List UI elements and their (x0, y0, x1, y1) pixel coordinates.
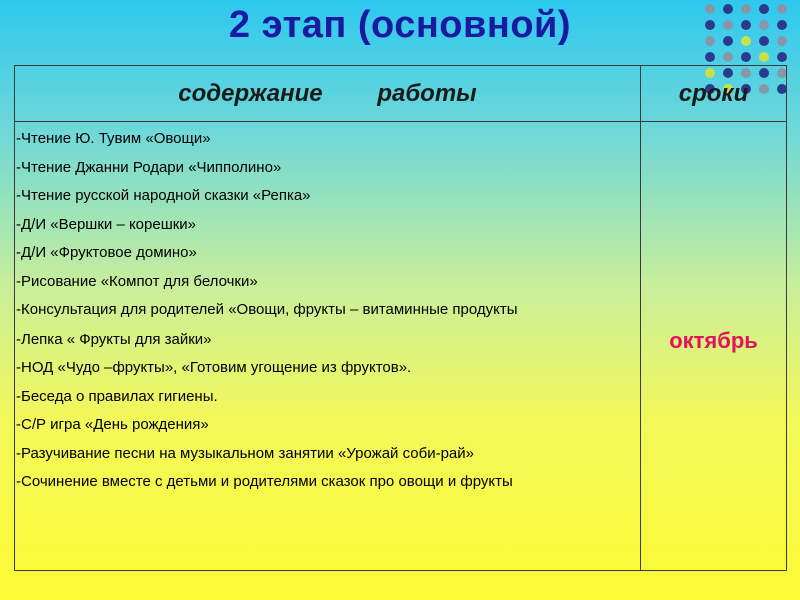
list-item: -Рисование «Компот для белочки» (16, 272, 258, 290)
decorative-dot (741, 20, 751, 30)
decorative-dot (705, 20, 715, 30)
decorative-dot (723, 52, 733, 62)
header-term: сроки (641, 66, 787, 122)
list-item: -Чтение Джанни Родари «Чипполино» (16, 158, 282, 176)
decorative-dot (777, 52, 787, 62)
decorative-dot (705, 4, 715, 14)
decorative-dot (723, 4, 733, 14)
table-header-row (15, 66, 787, 122)
decorative-dot (777, 20, 787, 30)
list-item: -Лепка « Фрукты для зайки» (16, 330, 212, 348)
list-item: -Чтение Ю. Тувим «Овощи» (16, 130, 211, 147)
decorative-dot (741, 52, 751, 62)
term-cell: октябрь (641, 122, 787, 571)
decorative-dot (777, 36, 787, 46)
decorative-dot (705, 36, 715, 46)
list-item: -НОД «Чудо –фрукты», «Готовим угощение из фруктов». (16, 359, 412, 376)
decorative-dot (741, 4, 751, 14)
list-item: -Чтение русской народной сказки «Репка» (16, 187, 311, 204)
activities-list (16, 129, 640, 492)
list-item: -Разучивание песни на музыкальном занятии «Урожай соби-рай» (16, 444, 474, 462)
header-content: содержание работы (15, 66, 641, 122)
list-item: -Д/И «Вершки – корешки» (16, 215, 197, 233)
decorative-dot (759, 52, 769, 62)
list-item: -Консультация для родителей «Овощи, фрукты – витаминные продукты (16, 301, 518, 318)
plan-table (14, 65, 787, 571)
decorative-dot (759, 4, 769, 14)
decorative-dot (741, 36, 751, 46)
page-title: 2 этап (основной) (228, 4, 572, 46)
decorative-dot (723, 20, 733, 30)
list-item: -С/Р игра «День рождения» (16, 416, 209, 433)
decorative-dot (777, 4, 787, 14)
decorative-dot (705, 52, 715, 62)
activities-cell (15, 122, 641, 571)
list-item: -Беседа о правилах гигиены. (16, 387, 218, 405)
list-item: -Д/И «Фруктовое домино» (16, 244, 197, 261)
decorative-dot (759, 36, 769, 46)
table-row (15, 122, 787, 571)
decorative-dot (723, 36, 733, 46)
decorative-dot (759, 20, 769, 30)
list-item: -Сочинение вместе с детьми и родителями сказок про овощи и фрукты (16, 473, 513, 490)
